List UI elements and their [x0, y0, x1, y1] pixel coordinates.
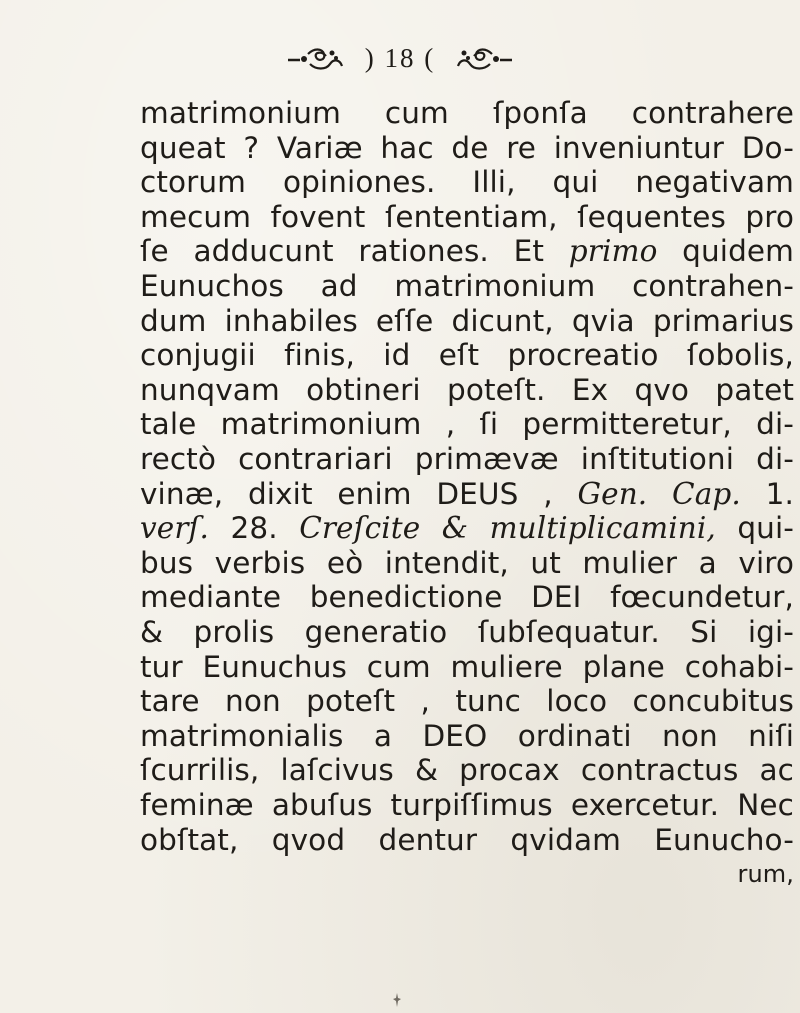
- text-run: rectò contrariari primævæ inſtitutioni di-: [140, 442, 794, 476]
- text-run: ctorum opiniones. Illi, qui negativam: [140, 165, 794, 200]
- text-line: [140, 684, 794, 718]
- left-ornament-icon: [286, 46, 344, 72]
- text-run: vinæ, dixit enim DEUS ,: [140, 476, 578, 511]
- italic-phrase: verſ.: [140, 511, 210, 546]
- text-line: [140, 823, 794, 857]
- text-line: [140, 753, 794, 787]
- italic-phrase: primo: [568, 234, 658, 269]
- text-line: [140, 407, 794, 441]
- text-run: & prolis generatio ſubſequatur. Si igi-: [140, 615, 794, 649]
- text-line: [140, 338, 794, 372]
- text-run: obſtat, qvod dentur qvidam Eunucho-: [140, 822, 794, 857]
- text-line: [140, 131, 794, 165]
- text-run: tare non poteſt , tunc loco concubitus: [140, 684, 794, 719]
- text-run: bus verbis eò intendit, ut mulier a viro: [140, 545, 794, 580]
- text-run: matrimonialis a DEO ordinati non niſi: [140, 718, 794, 753]
- catchword: rum,: [737, 860, 794, 889]
- text-run: mediante benedictione DEI fœcundetur,: [140, 580, 794, 615]
- text-run: feminæ abuſus turpiſſimus exercetur. Nec: [140, 788, 794, 822]
- text-line: [140, 373, 794, 407]
- text-line: [140, 269, 794, 303]
- text-line: [140, 788, 794, 822]
- text-line: [140, 580, 794, 614]
- text-run: Eunuchos ad matrimonium contrahen-: [140, 269, 794, 303]
- text-line: [140, 304, 794, 338]
- italic-phrase: Creſcite & multiplicamini,: [299, 511, 716, 546]
- text-run: 28.: [209, 511, 300, 546]
- running-header: [0, 42, 800, 74]
- text-line: [140, 615, 794, 649]
- text-run: ſe adducunt rationes. Et: [140, 234, 569, 269]
- text-line: [140, 200, 794, 234]
- text-line: [140, 234, 794, 268]
- ink-speck-icon: [392, 992, 402, 1008]
- text-line: [140, 546, 794, 580]
- text-run: mecum fovent ſententiam, ſequentes pro: [140, 199, 794, 234]
- text-line: [140, 96, 794, 130]
- text-line: [140, 511, 794, 545]
- text-run: nunqvam obtineri poteſt. Ex qvo patet: [140, 372, 794, 407]
- text-run: dum inhabiles eſſe dicunt, qvia primarius: [140, 303, 794, 338]
- text-run: quidem: [657, 234, 794, 269]
- text-line: [140, 165, 794, 199]
- text-run: ſcurrilis, laſcivus & procax contractus ac: [140, 753, 794, 788]
- text-line: [140, 477, 794, 511]
- text-run: 1.: [740, 476, 794, 511]
- text-run: tur Eunuchus cum muliere plane cohabi-: [140, 649, 794, 684]
- text-run: qui-: [715, 511, 795, 546]
- text-run: matrimonium cum ſponſa contrahere: [140, 96, 794, 130]
- page-marker: ) 18 (: [364, 43, 436, 73]
- right-ornament-icon: [456, 46, 514, 72]
- text-line: [140, 719, 794, 753]
- italic-phrase: Gen. Cap.: [577, 476, 741, 511]
- text-run: tale matrimonium , ſi permitteretur, di-: [140, 407, 794, 442]
- text-run: queat ? Variæ hac de re inveniuntur Do-: [140, 130, 794, 165]
- text-line: [140, 442, 794, 476]
- text-run: conjugii finis, id eſt procreatio ſobolis,: [140, 338, 794, 373]
- text-line: [140, 650, 794, 684]
